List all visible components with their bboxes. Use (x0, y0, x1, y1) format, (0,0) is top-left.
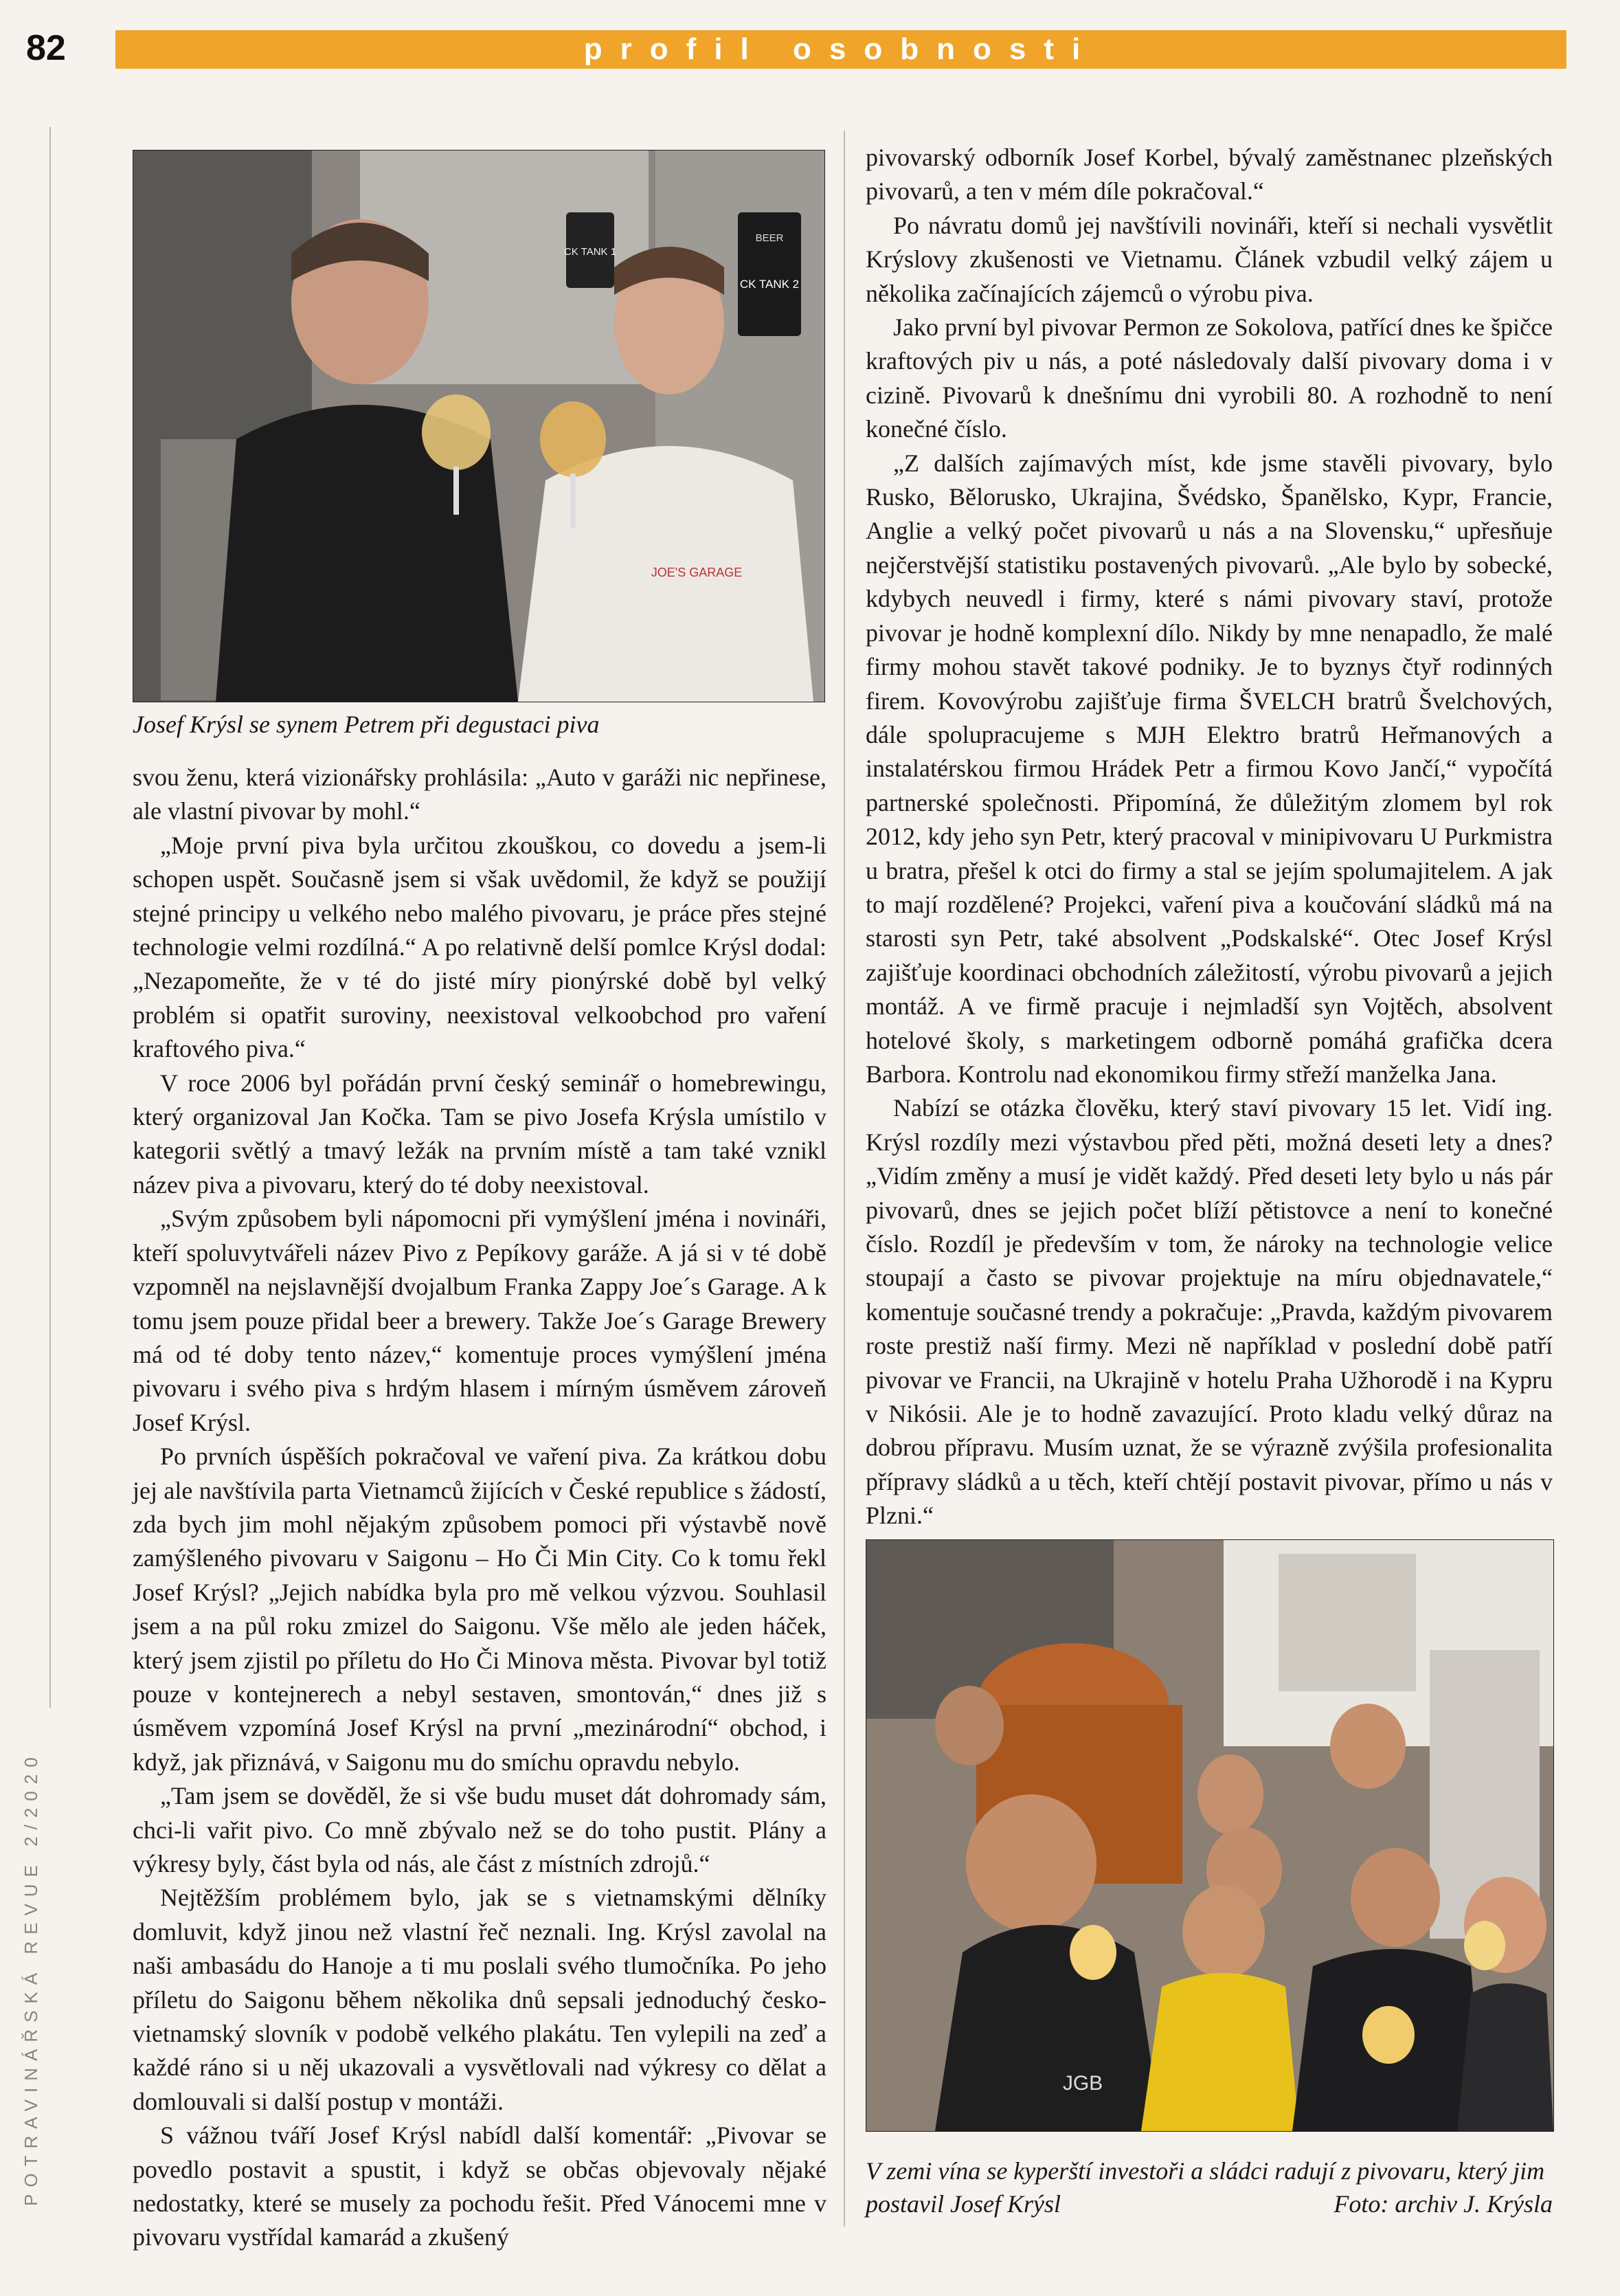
section-title: profil osobnosti (583, 32, 1099, 66)
publication-label: POTRAVINÁŘSKÁ REVUE 2/2020 (21, 1750, 41, 2206)
left-column (133, 761, 826, 2255)
page-number: 82 (26, 28, 66, 68)
paragraph: Nejtěžším problémem bylo, jak se s vietnamskými dělníky domluvit, když jinou než vlastní řeč neznali. Ing. Krýsl zavolal na naši ambasádu do Hanoje a ti mu poslali svého tlumočníka. Po jeho příletu do Saigonu během několika dnů sepsali jednoduchý česko-vietnamský slovník v podobě velkého plakátu. Ten vylepili na zeď a každé ráno si u něj ukazovali a vysvětlovali nad výkresy co dělat a domlouvali si další postup v montáži. (133, 1884, 826, 2115)
paragraph: Po návratu domů jej navštívili novináři, kteří si nechali vysvětlit Krýslovy zkušenosti ve Vietnamu. Článek vzbudil velký zájem u několika začínajících zájemců o výrobu piva. (866, 211, 1553, 307)
shirt-logo: JGB (1062, 2072, 1103, 2095)
tank-sign-2: CK TANK 2 (739, 278, 800, 291)
paragraph: svou ženu, která vizionářsky prohlásila: „Auto v garáži nic nepřinese, ale vlastní pivovar by mohl.“ (133, 764, 826, 825)
column-divider (844, 131, 845, 2227)
paragraph: pivovarský odborník Josef Korbel, bývalý zaměstnanec plzeňských pivovarů, a ten v mém díle pokračoval.“ (866, 144, 1553, 205)
photo2-caption (866, 2154, 1553, 2220)
paragraph: „Z dalších zajímavých míst, kde jsme stavěli pivovary, bylo Rusko, Bělorusko, Ukrajina, Švédsko, Španělsko, Kypr, Francie, Anglie a velký počet pivovarů u nás a na Slovensku,“ upřesňuje nejčerstvější statistiku postavených pivovarů. „Ale bylo by sobecké, kdybych neuvedl i firmy, které s námi pivovary staví, protože pivovar je hodně komplexní dílo. Nikdy by mne nenapadlo, že malé firmy mohou stavět takové podniky. Je to byznys čtyř rodinných firem. Kovovýrobu zajišťuje firma ŠVELCH bratrů Švelchových, dále spolupracujeme s MJH Elektro bratrů Heřmanových a instalatérskou firmou Hrádek Petr a firmou Kovo Jančí,“ vypočítá partnerské společnosti. Připomíná, že důležitým zlomem byl rok 2012, kdy jeho syn Petr, který pracoval v minipivovaru U Purkmistra u bratra, přešel k otci do firmy a stal se jejím spolumajitelem. A jak to mají rozdělené? Projekci, vaření piva a koučování sládků má na starosti syn Petr, také absolvent „Podskalské“. Otec Josef Krýsl zajišťuje koordinaci obchodních záležitostí, výrobu pivovarů a jejich montáž. A ve firmě pracuje i nejmladší syn Vojtěch, absolvent hotelové školy, s marketingem odborně pomáhá grafička dcera Barbora. Kontrolu nad ekonomikou firmy střeží manželka Jana. (866, 449, 1553, 1088)
tank-sign-1: CK TANK 1 (563, 246, 617, 258)
margin-rule (49, 127, 51, 1708)
paragraph: „Svým způsobem byli nápomocni při vymýšlení jména i novináři, kteří spoluvytvářeli název Pivo z Pepíkovy garáže. A já si v té době vzpomněl na nejslavnější dvojalbum Franka Zappy Joe´s Garage. A k tomu jsem pouze přidal beer a brewery. Takže Joe´s Garage Brewery má od té doby tento název,“ komentuje proces vymýšlení jména pivovaru i svého piva s hrdým hlasem i mírným úsměvem zároveň Josef Krýsl. (133, 1205, 826, 1436)
paragraph: Nabízí se otázka člověku, který staví pivovary 15 let. Vidí ing. Krýsl rozdíly mezi výstavbou před pěti, možná deseti lety a dnes? „Vidím změny a musí je vidět každý. Před deseti lety bylo u nás pár pivovarů, dnes se jejich počet blíží pětistovce a není to konečné číslo. Rozdíl je především v tom, že nároky na technologie velice stoupají a často se pivovar projektuje na míru objednavatele,“ komentuje současné trendy a pokračuje: „Pravda, každým pivovarem roste prestiž naší firmy. Mezi ně například v poslední době patří pivovar ve Francii, na Ukrajině v hotelu Praha Užhorodě i na Kypru v Nikósii. Ale je to hodně zavazující. Proto kladu velký důraz na dobrou přípravu. Musím uznat, že se výrazně zvýšila profesionalita přípravy sládků a u těch, kteří chtějí postavit pivovar, přímo u nás v Plzni.“ (866, 1094, 1553, 1530)
photo-cyprus-brewery-group (866, 1539, 1554, 2132)
paragraph: Po prvních úspěších pokračoval ve vaření piva. Za krátkou dobu jej ale navštívila parta Vietnamců žijících v České republice s žádostí, zda bych jim mohl nějakým způsobem pomoci při výstavbě nově zamýšleného pivovaru v Saigonu – Ho Či Min City. Co k tomu řekl Josef Krýsl? „Jejich nabídka byla pro mě velkou výzvou. Souhlasil jsem a na půl roku zmizel do Saigonu. Vše mělo ale jeden háček, který jsem zjistil po příletu do Ho Či Minova města. Pivovar byl totiž pouze v kontejnerech a nebyl sestaven, smontován,“ dnes již s úsměvem vzpomíná Josef Krýsl na první „mezinárodní“ obchod, i když, jak přiznává, v Saigonu mu do smíchu opravdu nebylo. (133, 1442, 826, 1776)
photo-credit: Foto: archiv J. Krýsla (1334, 2190, 1553, 2218)
paragraph: „Moje první piva byla určitou zkouškou, co dovedu a jsem-li schopen uspět. Současně jsem si však uvědomil, že když se použijí stejné principy u velkého nebo malého pivovaru, je práce přes stejné technologie velmi rozdílná.“ A po relativně delší pomlce Krýsl dodal: „Nezapomeňte, že v té do jisté míry pionýrské době byl velký problém si opatřit suroviny, neexistoval velkoobchod pro vaření kraftového piva.“ (133, 831, 826, 1063)
photo1-caption: Josef Krýsl se synem Petrem při degustaci piva (133, 711, 600, 738)
photo-father-son-tasting (133, 150, 825, 702)
tank-label: BEER (755, 232, 784, 244)
section-header-bar (115, 30, 1566, 69)
paragraph: S vážnou tváří Josef Krýsl nabídl další komentář: „Pivovar se povedlo postavit a spustit, i když se občas objevovaly nějaké nedostatky, které se musely za pochodu řešit. Před Vánocemi mne v pivovaru vystřídal kamarád a zkušený (133, 2121, 826, 2251)
shirt-logo: JOE'S GARAGE (651, 566, 743, 579)
paragraph: Jako první byl pivovar Permon ze Sokolova, patřící dnes ke špičce kraftových piv u nás, a poté následovaly další pivovary doma i v cizině. Pivovarů k dnešnímu dni vyrobili 80. A rozhodně to není konečné číslo. (866, 313, 1553, 443)
paragraph: V roce 2006 byl pořádán první český seminář o homebrewingu, který organizoval Jan Kočka. Tam se pivo Josefa Krýsla umístilo v kategorii světlý a tmavý ležák na prvním místě a tam také vznikl název piva a pivovaru, který do té doby neexistoval. (133, 1069, 826, 1199)
photo2-caption-text: V zemi vína se kyperští investoři a sládci radují z pivovaru, který jim postavil Josef Krýsl (866, 2157, 1545, 2218)
paragraph: „Tam jsem se dověděl, že si vše budu muset dát dohromady sám, chci-li vařit pivo. Co mně zbývalo než se do toho pustit. Plány a výkresy byly, část byla od nás, ale část z místních zdrojů.“ (133, 1782, 826, 1877)
right-column (866, 141, 1553, 1533)
